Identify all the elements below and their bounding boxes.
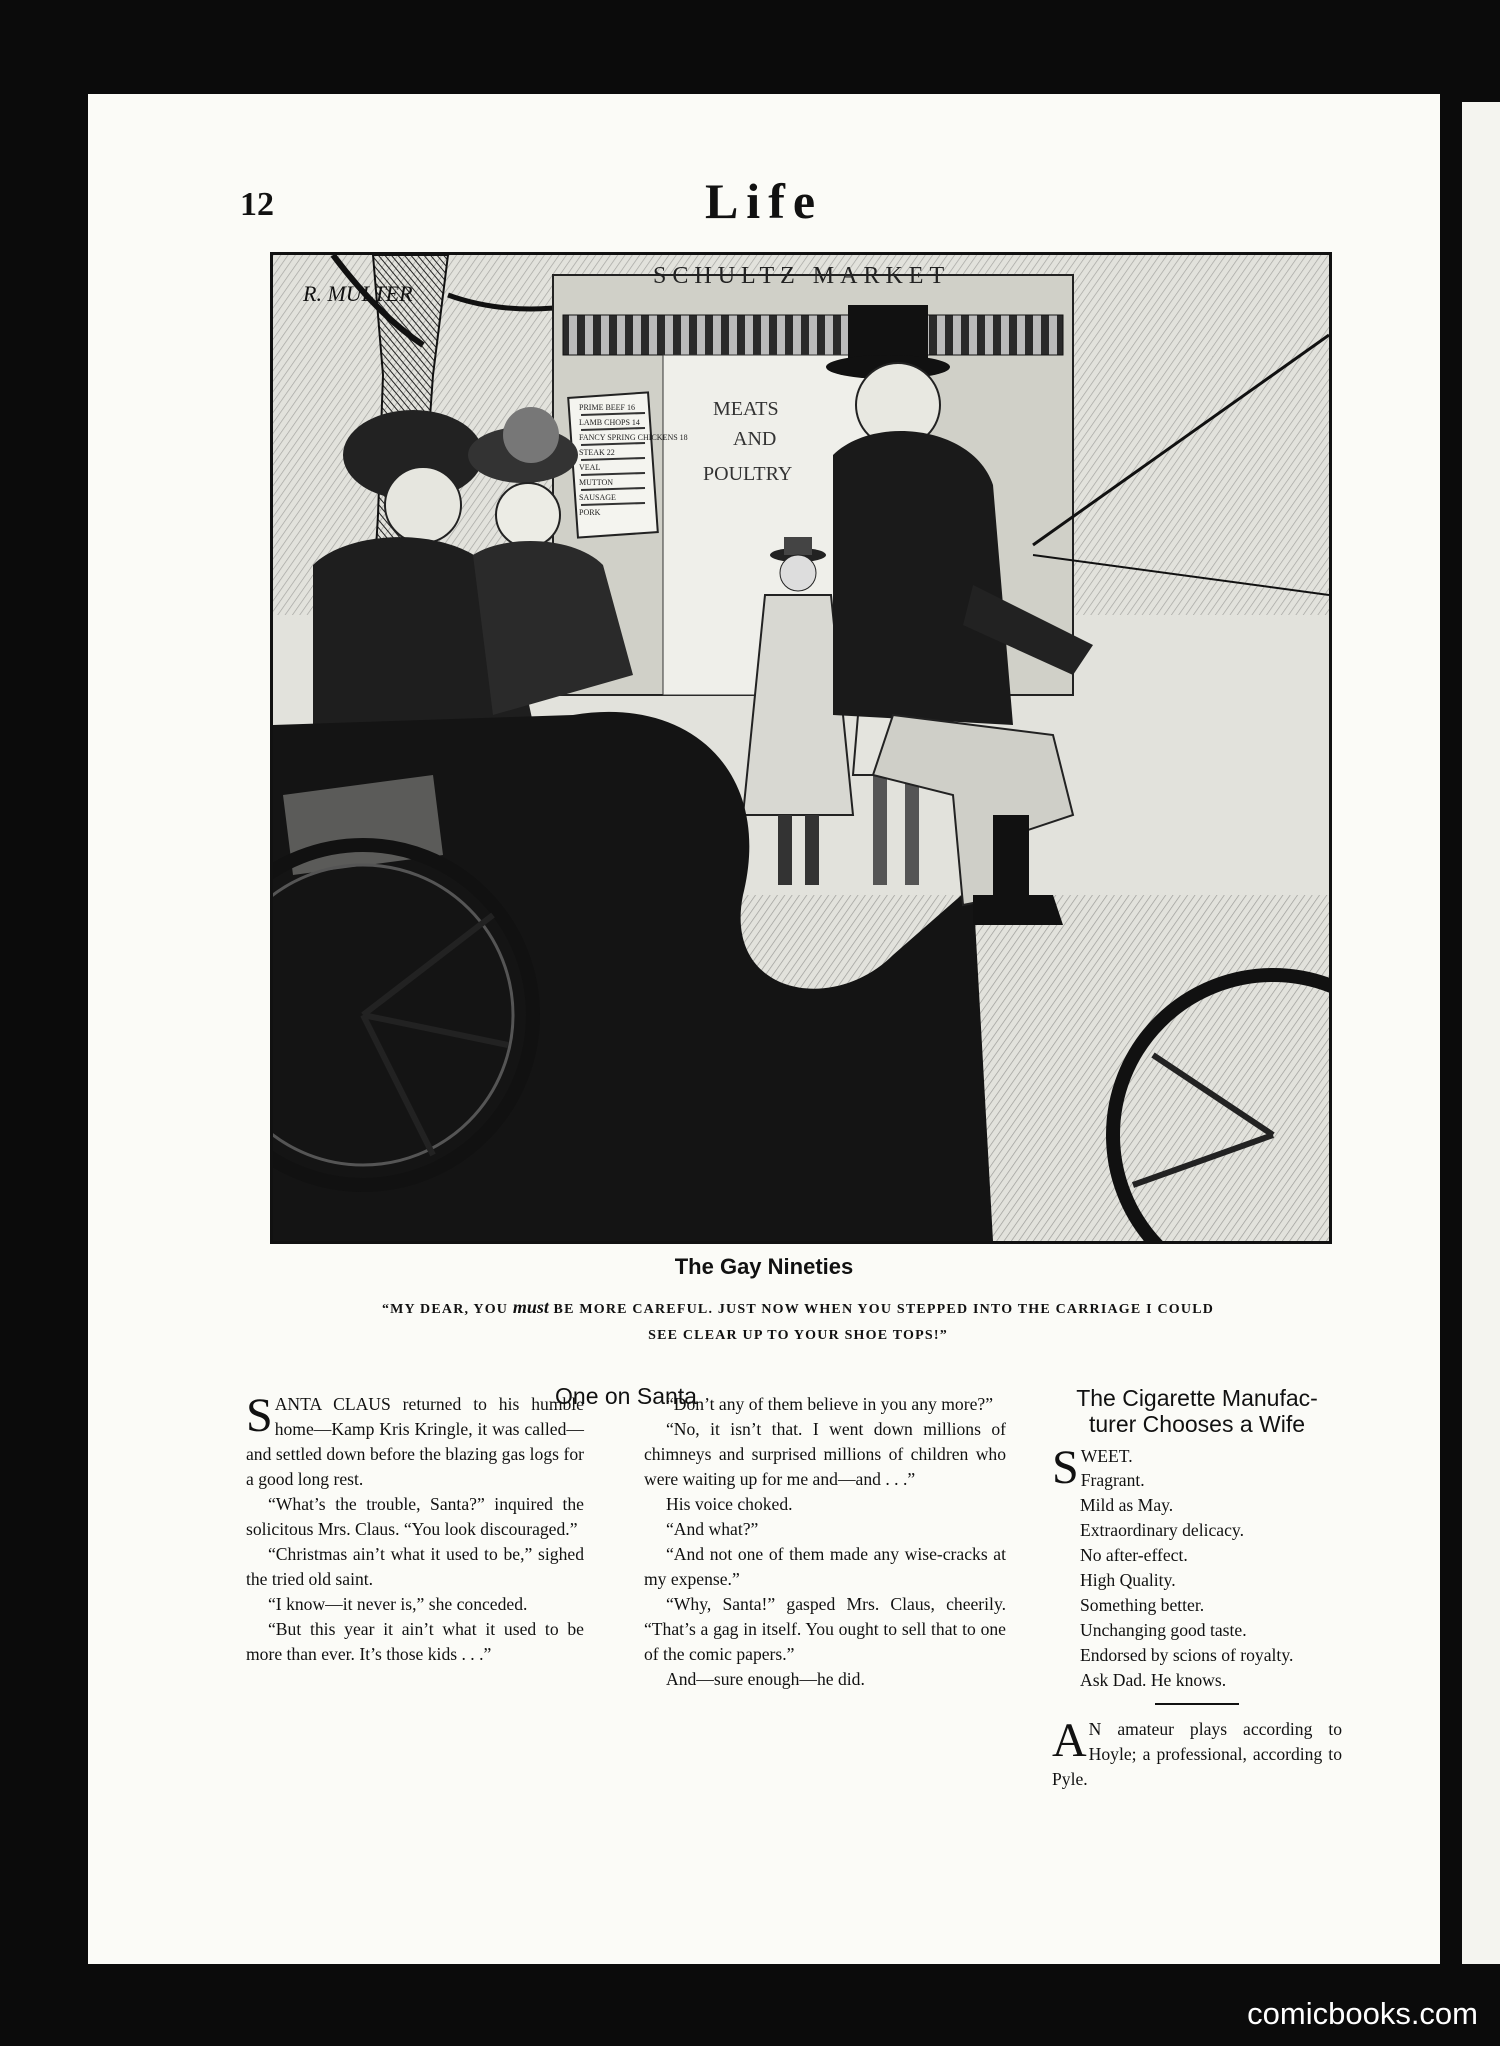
price-item: PRIME BEEF 16 bbox=[579, 403, 636, 412]
masthead: Life bbox=[704, 173, 824, 229]
drop-cap: S bbox=[1052, 1440, 1079, 1494]
article-santa-title: One on Santa bbox=[555, 1383, 697, 1409]
poem-line: Endorsed by scions of royalty. bbox=[1080, 1645, 1294, 1666]
cartoon-illustration bbox=[270, 252, 1332, 1244]
cartoon-caption bbox=[368, 1292, 1228, 1348]
price-item: VEAL bbox=[579, 463, 601, 472]
price-item: STEAK 22 bbox=[579, 448, 615, 457]
paragraph: “Why, Santa!” gasped Mrs. Claus, cheerily. “That’s a gag in itself. You ought to sell that to one of the comic papers.” bbox=[644, 1593, 1006, 1664]
first-word: WEET. bbox=[1080, 1445, 1133, 1466]
title-line: turer Chooses a Wife bbox=[1088, 1410, 1306, 1437]
poem-line: Something better. bbox=[1080, 1595, 1205, 1616]
paragraph: “What’s the trouble, Santa?” inquired the solicitous Mrs. Claus. “You look discouraged.” bbox=[246, 1493, 584, 1539]
poem-line: No after-effect. bbox=[1080, 1545, 1188, 1566]
poem-line: Unchanging good taste. bbox=[1080, 1620, 1247, 1641]
window-text-line-1: MEATS bbox=[713, 398, 779, 420]
poem-line: High Quality. bbox=[1080, 1570, 1176, 1591]
drop-cap: A bbox=[1052, 1714, 1087, 1768]
lead-text: ANTA CLAUS returned to his humble home—Kamp Kris Kringle, it was called—and settled down before the blazing gas logs for a good long rest. bbox=[246, 1394, 584, 1489]
article-cigarette-title bbox=[1052, 1386, 1342, 1438]
article-santa-column-1 bbox=[246, 1389, 584, 1667]
magazine-page bbox=[88, 94, 1440, 1964]
poem-line: Extraordinary delicacy. bbox=[1080, 1520, 1244, 1541]
paragraph: “And not one of them made any wise-cracks at my expense.” bbox=[644, 1543, 1006, 1589]
caption-text: BE MORE CAREFUL. JUST NOW WHEN YOU STEPPED INTO THE CARRIAGE I COULD SEE CLEAR UP TO YOUR SHOE TOPS!” bbox=[548, 1302, 1215, 1343]
paragraph: “Christmas ain’t what it used to be,” sighed the tried old saint. bbox=[246, 1543, 584, 1589]
paragraph: His voice choked. bbox=[666, 1493, 793, 1514]
poem-line: Ask Dad. He knows. bbox=[1080, 1670, 1227, 1691]
paragraph: And—sure enough—he did. bbox=[666, 1668, 865, 1689]
caption-text: “MY DEAR, YOU bbox=[381, 1302, 513, 1317]
carriage-scene-drawing bbox=[273, 255, 1329, 1241]
site-watermark: comicbooks.com bbox=[1247, 1996, 1478, 2031]
paragraph: “Don’t any of them believe in you any more?” bbox=[666, 1394, 994, 1414]
joke-paragraph bbox=[1052, 1714, 1342, 1792]
divider-rule bbox=[1155, 1703, 1239, 1705]
title-line: The Cigarette Manufac- bbox=[1076, 1385, 1318, 1411]
paragraph: “I know—it never is,” she conceded. bbox=[268, 1593, 528, 1614]
price-item: SAUSAGE bbox=[579, 493, 616, 502]
article-cigarette-column bbox=[1052, 1386, 1342, 1792]
window-text-line-2: AND bbox=[733, 428, 777, 450]
drop-cap: S bbox=[246, 1389, 273, 1442]
joke-text: N amateur plays according to Hoyle; a professional, according to Pyle. bbox=[1052, 1719, 1342, 1790]
poem-line: Fragrant. bbox=[1080, 1470, 1145, 1491]
adjacent-page-edge bbox=[1462, 102, 1500, 1964]
article-santa-column-2 bbox=[644, 1392, 1006, 1692]
shop-sign: SCHULTZ MARKET bbox=[653, 263, 951, 289]
price-item: FANCY SPRING CHICKENS 18 bbox=[579, 433, 688, 442]
paragraph: “But this year it ain’t what it used to be more than ever. It’s those kids . . .” bbox=[246, 1618, 584, 1664]
paragraph: “No, it isn’t that. I went down millions of chimneys and surprised millions of children who were waiting up for me and—and . . .” bbox=[644, 1418, 1006, 1489]
price-item: MUTTON bbox=[579, 478, 614, 487]
price-item: PORK bbox=[579, 508, 601, 517]
cartoon-title: The Gay Nineties bbox=[674, 1254, 854, 1279]
artist-signature: R. MULTER bbox=[303, 281, 413, 306]
caption-emphasis: must bbox=[512, 1297, 549, 1317]
poem-line: Mild as May. bbox=[1080, 1495, 1174, 1516]
window-text-line-3: POULTRY bbox=[703, 463, 793, 485]
paragraph: “And what?” bbox=[666, 1518, 759, 1539]
price-item: LAMB CHOPS 14 bbox=[579, 418, 640, 427]
page-number: 12 bbox=[240, 186, 274, 223]
